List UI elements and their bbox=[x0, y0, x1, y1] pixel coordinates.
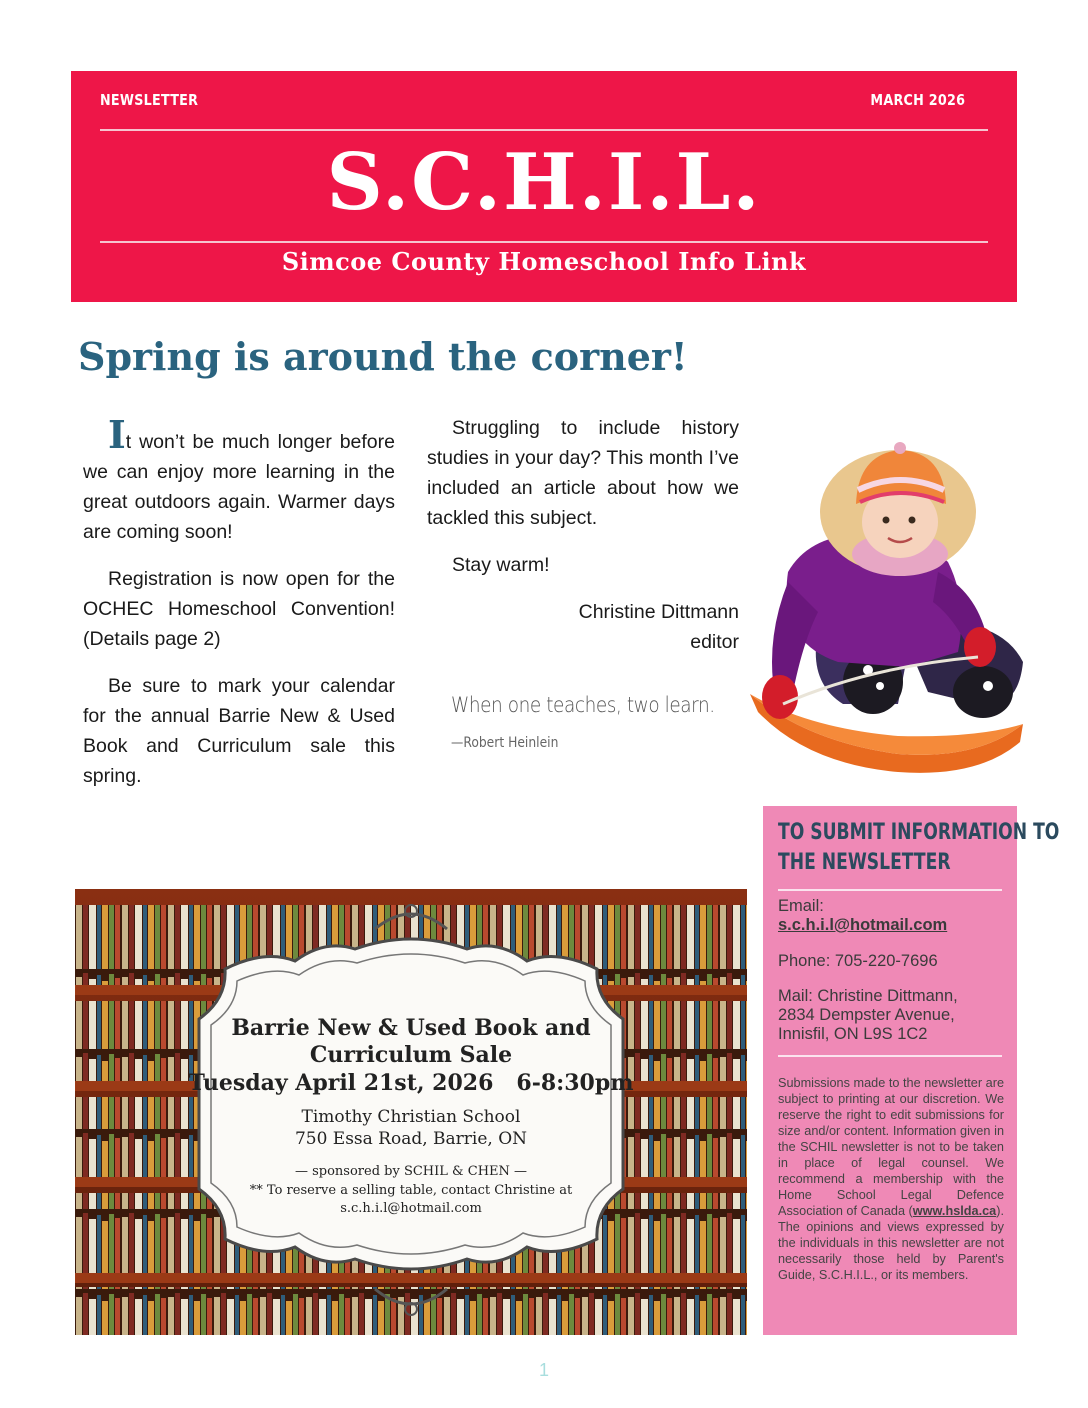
mail-line-1: Mail: Christine Dittmann, bbox=[778, 987, 958, 1005]
paragraph-stay-warm: Stay warm! bbox=[452, 554, 550, 576]
infobox-title-line1: TO SUBMIT INFORMATION TO bbox=[778, 820, 1060, 845]
pull-quote-author: —Robert Heinlein bbox=[451, 735, 559, 751]
article-column-2 bbox=[427, 413, 739, 657]
masthead-rule-bottom bbox=[100, 241, 988, 243]
page-headline: Spring is around the corner! bbox=[78, 334, 688, 379]
disclaimer-text-end: ). The opinions and views expressed by the individuals in this newsletter are not necessarily those held by Parent's Guide, S.C.H.I.L., or its members. bbox=[778, 1204, 1004, 1282]
infobox-rule-bottom bbox=[778, 1055, 1002, 1057]
flyer-contact: s.c.h.i.l@hotmail.com bbox=[340, 1201, 482, 1216]
flyer-reserve: ** To reserve a selling table, contact Christine at bbox=[249, 1183, 573, 1198]
flyer-title-line2: Curriculum Sale bbox=[309, 1042, 513, 1068]
book-sale-flyer bbox=[75, 889, 747, 1335]
infobox-mail-block bbox=[778, 987, 1004, 1044]
email-link[interactable]: s.c.h.i.l@hotmail.com bbox=[778, 916, 948, 934]
paragraph-history: Struggling to include history studies in your day? This month I’ve included an article about how we tackled this subject. bbox=[427, 417, 739, 529]
paragraph-book-sale: Be sure to mark your calendar for the annual Barrie New & Used Book and Curriculum sale this spring. bbox=[83, 675, 395, 787]
child-sledding-photo bbox=[748, 442, 1030, 774]
mail-line-2: 2834 Dempster Avenue, bbox=[778, 1006, 955, 1024]
signature-name: Christine Dittmann bbox=[578, 601, 739, 623]
infobox-phone: Phone: 705-220-7696 bbox=[778, 952, 938, 970]
masthead-subtitle: Simcoe County Homeschool Info Link bbox=[281, 247, 807, 276]
mail-line-3: Innisfil, ON L9S 1C2 bbox=[778, 1025, 928, 1043]
hslda-link[interactable]: www.hslda.ca bbox=[912, 1204, 997, 1218]
page-number: 1 bbox=[538, 1360, 549, 1380]
flyer-title-line1: Barrie New & Used Book and bbox=[231, 1015, 591, 1041]
disclaimer-text: Submissions made to the newsletter are subject to printing at our discretion. We reserve the right to edit submissions for size and/or content. Information given in the SCHIL newsletter is not to be taken in place of legal counsel. We recommend a membership with the Home School Legal Defence Association of Canada ( bbox=[778, 1076, 1004, 1218]
masthead-top-row bbox=[100, 91, 966, 109]
masthead-title: S.C.H.I.L. bbox=[326, 137, 762, 228]
flyer-venue: Timothy Christian School bbox=[301, 1107, 521, 1127]
pull-quote: When one teaches, two learn. bbox=[451, 693, 715, 717]
article-column-1 bbox=[83, 412, 395, 808]
flyer-sponsor: — sponsored by SCHIL & CHEN — bbox=[294, 1164, 528, 1179]
masthead-rule-top bbox=[100, 129, 988, 131]
newsletter-label: NEWSLETTER bbox=[100, 91, 199, 109]
flyer-address: 750 Essa Road, Barrie, ON bbox=[294, 1129, 528, 1149]
paragraph-intro bbox=[83, 412, 395, 547]
issue-date: MARCH 2026 bbox=[870, 91, 966, 109]
masthead bbox=[71, 71, 1017, 302]
infobox-rule-top bbox=[778, 889, 1002, 891]
paragraph-intro-text: t won’t be much longer before we can enjoy more learning in the great outdoors again. Warmer days are coming soon! bbox=[83, 431, 395, 543]
flyer-date: Tuesday April 21st, 2026 6-8:30pm bbox=[188, 1070, 634, 1096]
infobox-email-block bbox=[778, 897, 1004, 935]
infobox-disclaimer bbox=[778, 1075, 1004, 1283]
paragraph-registration: Registration is now open for the OCHEC Homeschool Convention! (Details page 2) bbox=[83, 568, 395, 650]
signature-role: editor bbox=[690, 631, 739, 653]
infobox-title-line2: THE NEWSLETTER bbox=[778, 850, 951, 875]
email-label: Email: bbox=[778, 897, 824, 915]
infobox-title bbox=[778, 818, 1060, 878]
drop-cap: I bbox=[108, 412, 126, 457]
